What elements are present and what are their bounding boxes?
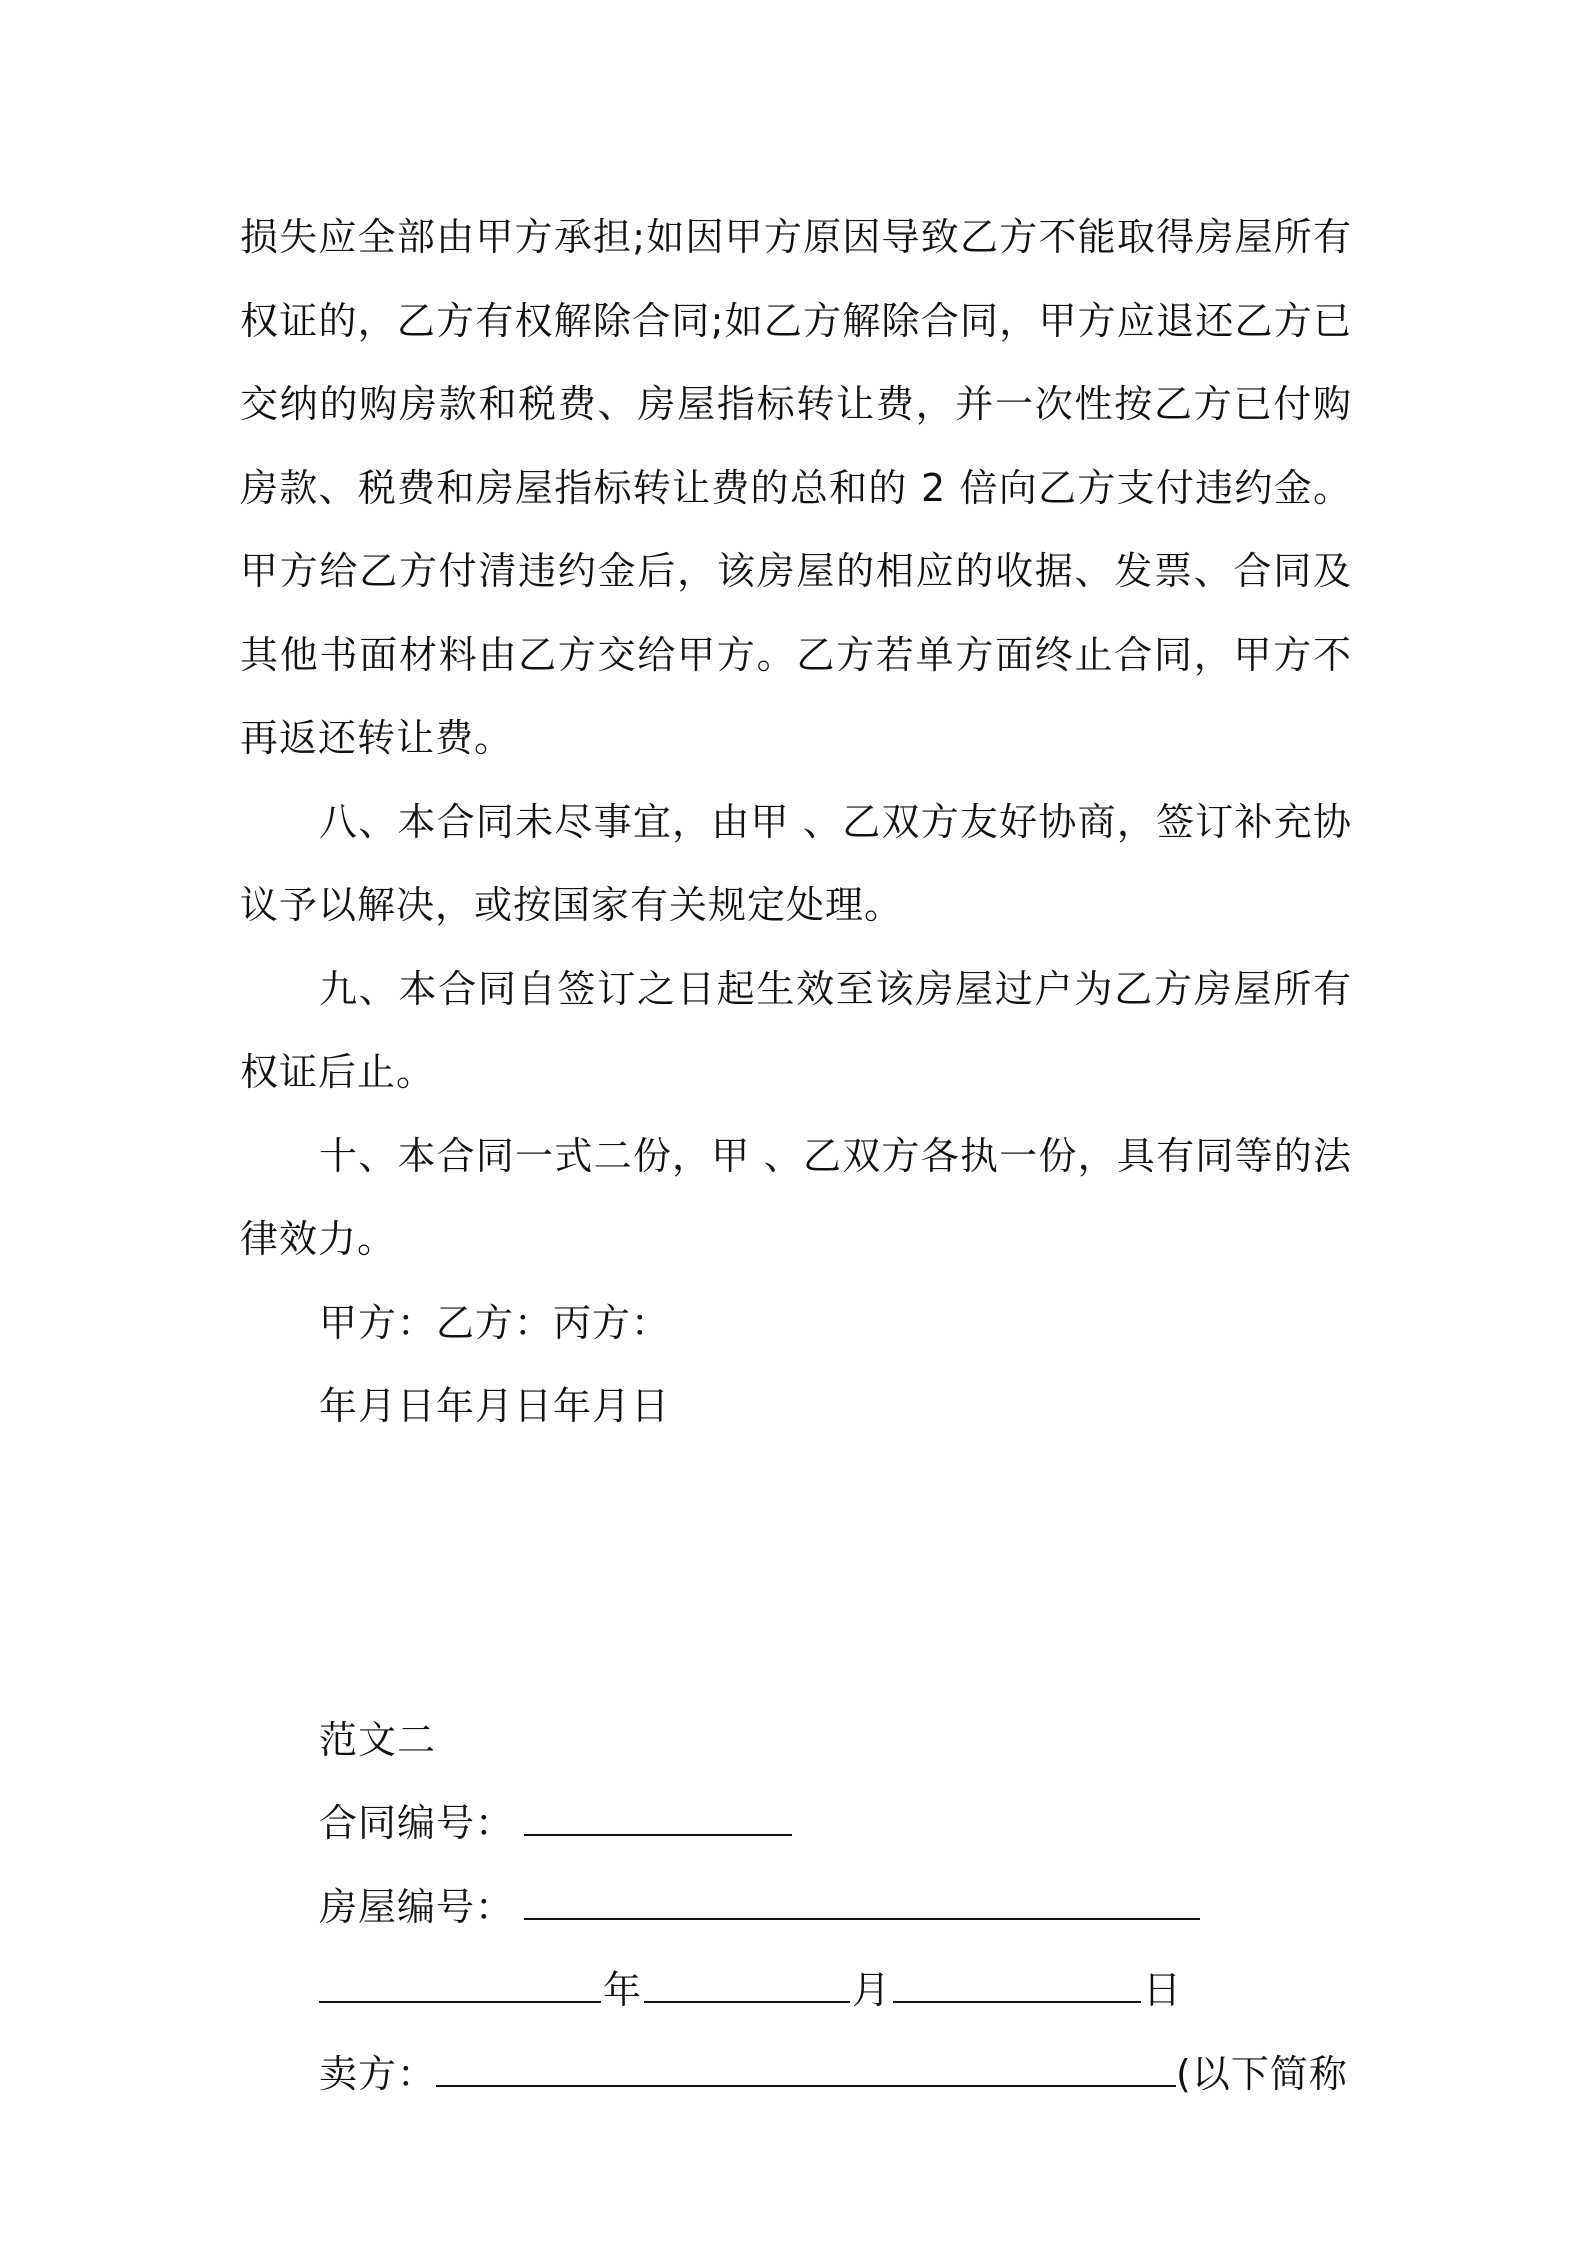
year-label: 年 [603,1968,643,2012]
house-number-label: 房屋编号： [319,1884,515,1929]
day-label: 日 [1143,1968,1183,2012]
month-field[interactable] [644,1971,850,2003]
date-row [240,1949,1352,2033]
seller-field[interactable] [436,2055,1176,2087]
paragraph-liability: 损失应全部由甲方承担;如因甲方原因导致乙方不能取得房屋所有权证的，乙方有权解除合同;如乙方解除合同，甲方应退还乙方已交纳的购房款和税费、房屋指标转让费，并一次性按乙方已付购房款、税费和房屋指标转让费的总和的 2 倍向乙方支付违约金。甲方给乙方付清违约金后，该房屋的相应的收据、发票、合同及其他书面材料由乙方交给甲方。乙方若单方面终止合同，甲方不再返还转让费。 [240,215,1352,760]
contract-number-field[interactable] [524,1804,792,1836]
month-label: 月 [852,1968,892,2012]
paragraph-clause-10: 十、本合同一式二份，甲 、乙双方各执一份，具有同等的法律效力。 [240,1133,1352,1261]
house-number-field[interactable] [524,1888,1200,1920]
document-body [240,196,1352,2116]
paragraph-clause-9: 九、本合同自签订之日起生效至该房屋过户为乙方房屋所有权证后止。 [240,966,1352,1094]
template-title: 范文二 [319,1717,437,1762]
signature-dates: 年月日年月日年月日 [319,1384,671,1428]
section-gap [240,1449,1352,1699]
contract-number-label: 合同编号： [319,1801,515,1845]
seller-row [240,2033,1352,2117]
signature-parties: 甲方：乙方：丙方： [319,1300,671,1345]
contract-number-row [240,1782,1352,1866]
paragraph-clause-8: 八、本合同未尽事宜，由甲 、乙双方友好协商，签订补充协议予以解决，或按国家有关规定处理。 [240,799,1352,927]
day-field[interactable] [893,1971,1141,2003]
seller-label: 卖方： [319,2051,437,2096]
house-number-row [240,1866,1352,1950]
seller-suffix: (以下简称 [1176,2051,1348,2096]
year-field[interactable] [319,1971,601,2003]
